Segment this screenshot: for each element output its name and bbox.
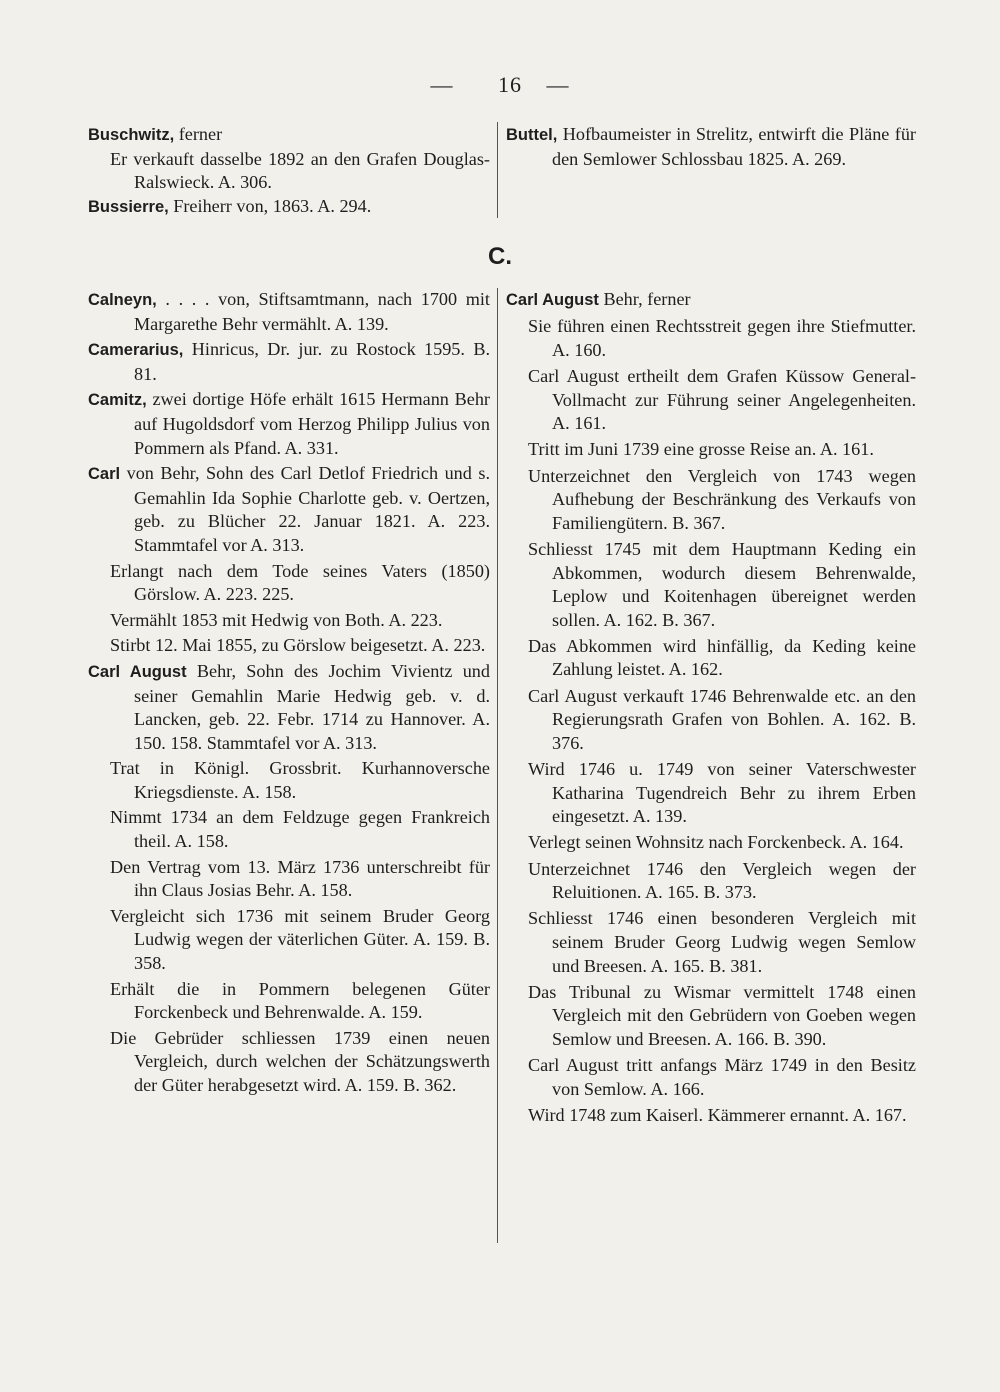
index-subentry [506, 758, 916, 829]
entry-text: ferner [174, 124, 223, 144]
right-column [506, 288, 916, 1128]
index-subentry [88, 148, 490, 195]
entry-heading: Carl [88, 465, 121, 484]
top-left-column [88, 123, 490, 219]
entry-text: Wird 1748 zum Kaiserl. Kämmerer ernannt. A. 167. [528, 1104, 907, 1125]
index-subentry [88, 560, 490, 607]
entry-text: Erhält die in Pommern belegenen Güter Forckenbeck und Behrenwalde. A. 159. [110, 978, 490, 1023]
index-subentry [88, 757, 490, 804]
index-subentry [88, 978, 490, 1025]
page-number-prefix: — [430, 72, 454, 97]
entry-text: Hinricus, Dr. jur. zu Rostock 1595. B. 81. [134, 339, 490, 384]
index-subentry [506, 365, 916, 436]
index-subentry [88, 609, 490, 633]
entry-heading: Calneyn, [88, 291, 157, 309]
index-subentry [506, 635, 916, 682]
entry-text: Hofbaumeister in Strelitz, entwirft die Pläne für den Semlower Schlossbau 1825. A. 269. [552, 124, 916, 169]
page-number-header [0, 72, 1000, 98]
entry-text: Das Abkommen wird hinfällig, da Keding keine Zahlung leistet. A. 162. [528, 635, 916, 680]
index-entry [506, 288, 916, 313]
index-subentry [506, 438, 916, 462]
page-number-suffix: — [546, 72, 570, 97]
index-subentry [506, 981, 916, 1052]
entry-text: Behr, ferner [598, 289, 691, 309]
index-entry [88, 338, 490, 386]
entry-heading: Carl August [88, 662, 187, 681]
entry-text: Carl August verkauft 1746 Behrenwalde etc. an den Regierungsrath Grafen von Bohlen. A. 162. B. 376. [528, 685, 916, 753]
entry-text: Schliesst 1746 einen besonderen Vergleich mit seinem Bruder Georg Ludwig wegen Semlow und Breesen. A. 165. B. 381. [528, 908, 916, 976]
entry-heading: Carl August [506, 291, 599, 309]
column-separator [497, 288, 498, 1243]
index-subentry [88, 806, 490, 853]
entry-text: . . . . von, Stiftsamtmann, nach 1700 mit Margarethe Behr vermählt. A. 139. [134, 289, 490, 334]
index-subentry [88, 634, 490, 658]
entry-text: Nimmt 1734 an dem Feldzuge gegen Frankreich theil. A. 158. [110, 807, 490, 852]
index-subentry [506, 465, 916, 536]
entry-heading: Camerarius, [88, 341, 184, 360]
entry-text: Wird 1746 u. 1749 von seiner Vaterschwester Katharina Tugendreich Behr zu ihrem Erben eingesetzt. A. 139. [528, 759, 916, 827]
index-subentry [88, 905, 490, 976]
index-subentry [88, 856, 490, 903]
entry-text: Sie führen einen Rechtsstreit gegen ihre Stiefmutter. A. 160. [528, 316, 916, 360]
entry-text: Carl August tritt anfangs März 1749 in den Besitz von Semlow. A. 166. [528, 1055, 916, 1099]
entry-text: Das Tribunal zu Wismar vermittelt 1748 einen Vergleich mit den Gebrüdern von Goeben wegen Semlow und Breesen. A. 166. B. 390. [528, 981, 916, 1049]
index-subentry [506, 858, 916, 905]
index-entry [88, 288, 490, 336]
index-subentry [506, 907, 916, 978]
entry-text: Behr, Sohn des Jochim Vivientz und seiner Gemahlin Marie Hedwig geb. v. d. Lancken, geb. 22. Febr. 1714 zu Hannover. A. 150. 158. Stammtafel vor A. 313. [134, 660, 490, 753]
index-subentry [506, 1054, 916, 1101]
index-entry [88, 660, 490, 755]
index-entry [506, 123, 916, 171]
entry-heading: Camitz, [88, 391, 147, 410]
entry-text: Die Gebrüder schliessen 1739 einen neuen Vergleich, durch welchen der Schätzungswerth der Güter herabgesetzt wird. A. 159. B. 362. [110, 1027, 490, 1095]
entry-heading: Buschwitz, [88, 126, 175, 144]
entry-heading: Buttel, [506, 126, 558, 144]
index-subentry [506, 685, 916, 756]
entry-heading: Bussierre, [88, 197, 169, 216]
index-subentry [506, 538, 916, 632]
index-subentry [506, 1104, 916, 1128]
index-entry [88, 462, 490, 557]
entry-text: Schliesst 1745 mit dem Hauptmann Keding ein Abkommen, wodurch diesem Behrenwalde, Leplow und Koitenhagen übereignet werden sollen. A. 162. B. 367. [528, 538, 916, 630]
entry-text: Tritt im Juni 1739 eine grosse Reise an. A. 161. [528, 439, 874, 460]
entry-text: Erlangt nach dem Tode seines Vaters (1850) Görslow. A. 223. 225. [110, 560, 490, 605]
left-column [88, 288, 490, 1098]
entry-text: Unterzeichnet den Vergleich von 1743 wegen Aufhebung der Beschränkung des Verkaufs von Familiengütern. B. 367. [528, 465, 916, 533]
entry-text: Verlegt seinen Wohnsitz nach Forckenbeck. A. 164. [528, 832, 904, 853]
entry-text: Unterzeichnet 1746 den Vergleich wegen der Reluitionen. A. 165. B. 373. [528, 858, 916, 903]
index-subentry [506, 831, 916, 855]
index-subentry [88, 1027, 490, 1098]
index-subentry [506, 315, 916, 362]
top-column-separator [497, 122, 498, 218]
entry-text: Freiherr von, 1863. A. 294. [168, 195, 372, 216]
entry-text: Den Vertrag vom 13. März 1736 unterschreibt für ihn Claus Josias Behr. A. 158. [110, 856, 490, 901]
entry-text: von Behr, Sohn des Carl Detlof Friedrich und s. Gemahlin Ida Sophie Charlotte geb. v. Oertzen, geb. zu Blücher 22. Januar 1821. A. 223. Stammtafel vor A. 313. [120, 463, 490, 555]
entry-text: Vergleicht sich 1736 mit seinem Bruder Georg Ludwig wegen der väterlichen Güter. A. 159. B. 358. [110, 905, 490, 974]
entry-text: Stirbt 12. Mai 1855, zu Görslow beigesetzt. A. 223. [110, 635, 486, 656]
index-entry [88, 123, 490, 148]
entry-text: Er verkauft dasselbe 1892 an den Grafen Douglas-Ralswieck. A. 306. [110, 148, 490, 193]
entry-text: Carl August ertheilt dem Grafen Küssow General-Vollmacht zur Führung seiner Angelegenheiten. A. 161. [528, 365, 916, 434]
index-entry [88, 195, 490, 220]
entry-text: Trat in Königl. Grossbrit. Kurhannoversche Kriegsdienste. A. 158. [110, 758, 490, 802]
entry-text: zwei dortige Höfe erhält 1615 Hermann Behr auf Hugoldsdorf vom Herzog Philipp Julius von Pommern als Pfand. A. 331. [134, 389, 490, 458]
index-entry [88, 388, 490, 460]
page-number: 16 [498, 72, 522, 97]
entry-text: Vermählt 1853 mit Hedwig von Both. A. 223. [110, 609, 443, 630]
top-right-column [506, 123, 916, 171]
section-letter: C. [488, 243, 512, 270]
